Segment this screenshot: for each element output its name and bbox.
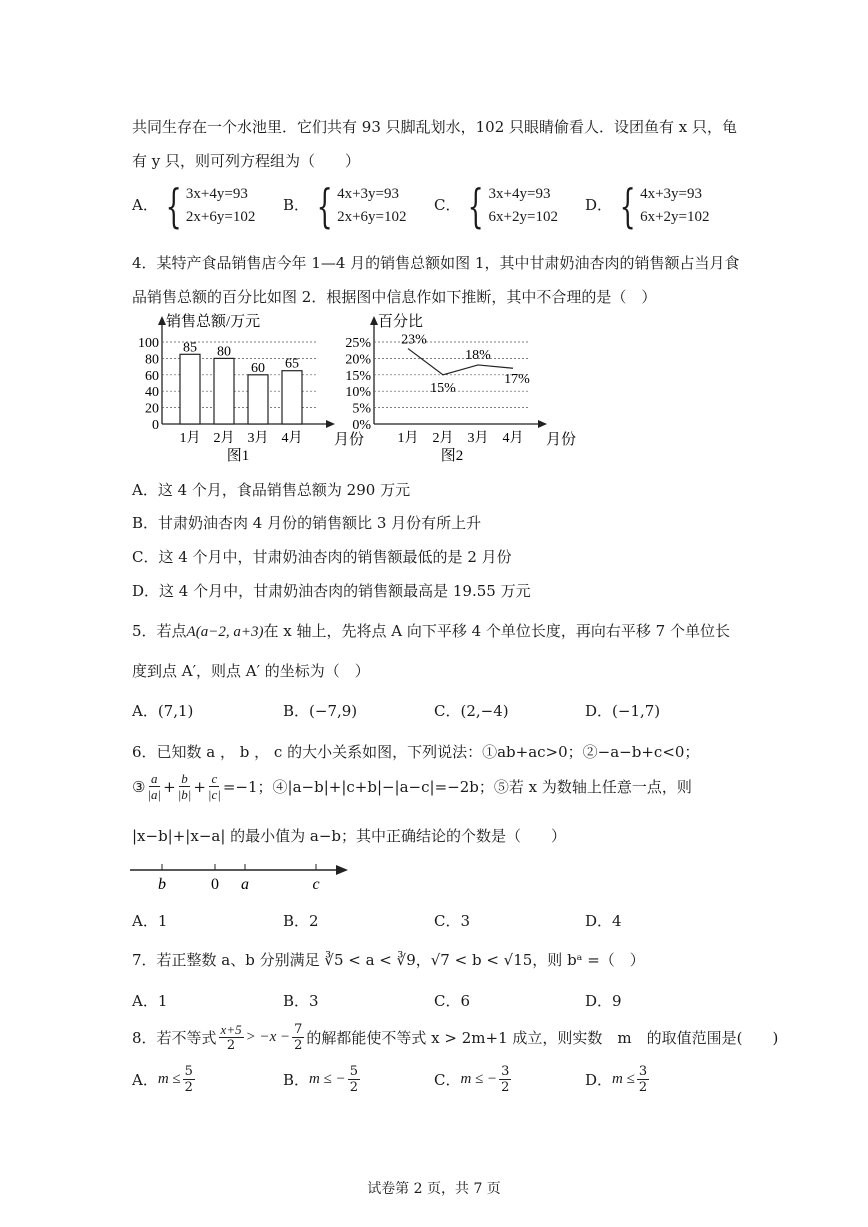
y-tick-label: 15% <box>345 368 371 384</box>
q3-option-b[interactable]: B． { 4x+3y=93 2x+6y=102 <box>283 179 407 233</box>
bar <box>180 354 200 424</box>
x-tick-label: 1月 <box>397 431 419 446</box>
y-tick-label: 10% <box>345 385 371 401</box>
data-label: 85 <box>183 340 197 356</box>
q6-line1: 6．已知数 a ， b ， c 的大小关系如图，下列说法：①ab+ac>0；②−a−b+c<0； <box>132 743 700 761</box>
q4-option-d[interactable]: D．这 4 个月中，甘肃奶油杏肉的销售额最高是 19.55 万元 <box>132 582 531 600</box>
q5-line1: 5．若点A(a−2, a+3)在 x 轴上，先将点 A 向下平移 4 个单位长度，再向右平移 7 个单位长 <box>132 622 730 640</box>
x-axis-arrow-icon <box>538 420 547 428</box>
q5-option-b[interactable]: B．(−7,9) <box>283 702 358 720</box>
page-footer: 试卷第 2 页，共 7 页 <box>367 1181 501 1197</box>
chart-title: 图2 <box>440 448 464 464</box>
y-axis-arrow-icon <box>158 316 166 325</box>
q5-option-c[interactable]: C．(2,−4) <box>434 702 509 720</box>
q8-frac1: $\frac{x+5}{2}$ <box>220 1022 242 1053</box>
x-tick-label: 2月 <box>213 431 235 446</box>
q4-option-a[interactable]: A．这 4 个月，食品销售总额为 290 万元 <box>132 481 411 499</box>
q8-option-b[interactable]: B． m ≤ − $\frac{5}{2}$ <box>283 1064 358 1095</box>
q5-point: A(a−2, a+3) <box>186 624 264 640</box>
q5-option-a[interactable]: A．(7,1) <box>132 702 194 720</box>
data-label: 80 <box>217 344 231 360</box>
q6-line2: ③ $\frac{a}{|a|}$ + $\frac{b}{|b|}$ + $\frac{c}{|c|}$ =−1；④|a−b|+|c+b|−|a−c|=−2b；⑤若 x 为数轴上任意一点，则 <box>132 771 692 802</box>
x-tick-label: 4月 <box>281 431 303 446</box>
q7-text: 7．若正整数 a、b 分别满足 ∛5 < a < ∛9，√7 < b < √15，则 bᵃ =（ ） <box>132 951 645 969</box>
x-tick-label: 4月 <box>502 431 524 446</box>
x-tick-label: 3月 <box>247 431 269 446</box>
y-tick-label: 0% <box>352 418 371 433</box>
data-label: 18% <box>465 347 491 363</box>
q8-option-c[interactable]: C． m ≤ − $\frac{3}{2}$ <box>434 1064 510 1095</box>
series-line <box>408 349 513 375</box>
q4-line2: 品销售总额的百分比如图 2．根据图中信息作如下推断，其中不合理的是（ ） <box>132 288 657 306</box>
q8-option-d[interactable]: D． m ≤ $\frac{3}{2}$ <box>585 1064 648 1095</box>
q3-option-c[interactable]: C． { 3x+4y=93 6x+2y=102 <box>434 179 558 233</box>
q5-line2: 度到点 A′，则点 A′ 的坐标为（ ） <box>132 662 370 680</box>
data-label: 60 <box>251 360 265 376</box>
q3-line2: 有 y 只，则可列方程组为（ ） <box>132 152 361 170</box>
number-line <box>128 858 358 894</box>
q6-option-d[interactable]: D．4 <box>585 912 622 930</box>
x-axis-label: 月份 <box>334 432 365 448</box>
q8-line: 8．若不等式 $\frac{x+5}{2}$ > −x − $\frac{7}{2}$ 的解都能使不等式 x > 2m+1 成立，则实数 m 的取值范围是( ) <box>132 1022 779 1053</box>
x-tick-label: 1月 <box>179 431 201 446</box>
q3-option-d[interactable]: D． { 4x+3y=93 6x+2y=102 <box>585 179 710 233</box>
numberline-label-c: c <box>312 876 320 893</box>
y-tick-label: 25% <box>345 336 371 351</box>
y-tick-label: 0 <box>152 418 159 433</box>
q6-option-c[interactable]: C．3 <box>434 912 471 930</box>
data-label: 23% <box>401 332 427 348</box>
arrow-right-icon <box>336 865 348 875</box>
q7-option-c[interactable]: C．6 <box>434 992 471 1010</box>
data-label: 15% <box>430 380 456 396</box>
y-tick-label: 5% <box>352 401 371 417</box>
q3-line1: 共同生存在一个水池里．它们共有 93 只脚乱划水，102 只眼睛偷看人．设团鱼有 x 只，龟 <box>132 118 738 136</box>
q7-option-a[interactable]: A．1 <box>132 992 168 1010</box>
q8-frac2: $\frac{7}{2}$ <box>294 1022 303 1053</box>
x-tick-label: 2月 <box>432 431 454 446</box>
x-axis-label: 月份 <box>546 432 577 448</box>
q4-line1: 4．某特产食品销售店今年 1—4 月的销售总额如图 1，其中甘肃奶油杏肉的销售额占当月食 <box>132 254 740 272</box>
frac-b-over-abs-b: $\frac{b}{|b|}$ <box>177 771 192 802</box>
data-label: 17% <box>504 372 530 388</box>
data-label: 65 <box>285 356 299 372</box>
y-axis-label: 销售总额/万元 <box>166 314 261 330</box>
x-axis-arrow-icon <box>326 420 335 428</box>
numberline-label-0: 0 <box>211 876 219 893</box>
q6-option-a[interactable]: A．1 <box>132 912 168 930</box>
frac-a-over-abs-a: $\frac{a}{|a|}$ <box>147 771 162 802</box>
y-axis-label: 百分比 <box>378 314 424 330</box>
x-tick-label: 3月 <box>467 431 489 446</box>
y-tick-label: 40 <box>145 385 159 401</box>
y-tick-label: 100 <box>138 336 159 351</box>
q6-option-b[interactable]: B．2 <box>283 912 319 930</box>
chart-title: 图1 <box>226 448 250 464</box>
y-tick-label: 80 <box>145 352 159 368</box>
q5-option-d[interactable]: D．(−1,7) <box>585 702 661 720</box>
bar <box>282 371 302 424</box>
numberline-label-b: b <box>158 876 166 893</box>
q3-option-a[interactable]: A． { 3x+4y=93 2x+6y=102 <box>132 179 256 233</box>
q7-option-b[interactable]: B．3 <box>283 992 319 1010</box>
q8-option-a[interactable]: A． m ≤ $\frac{5}{2}$ <box>132 1064 193 1095</box>
q7-option-d[interactable]: D．9 <box>585 992 622 1010</box>
y-tick-label: 60 <box>145 368 159 384</box>
frac-c-over-abs-c: $\frac{c}{|c|}$ <box>207 771 221 802</box>
bar <box>214 358 234 424</box>
figure2-line-chart <box>340 312 577 467</box>
q4-option-b[interactable]: B．甘肃奶油杏肉 4 月份的销售额比 3 月份有所上升 <box>132 514 482 532</box>
figure1-bar-chart <box>128 312 365 467</box>
numberline-label-a: a <box>241 876 249 893</box>
y-tick-label: 20% <box>345 352 371 368</box>
q6-line3: |x−b|+|x−a| 的最小值为 a−b；其中正确结论的个数是（ ） <box>132 827 567 845</box>
q4-option-c[interactable]: C．这 4 个月中，甘肃奶油杏肉的销售额最低的是 2 月份 <box>132 548 512 566</box>
y-tick-label: 20 <box>145 401 159 417</box>
bar <box>248 375 268 424</box>
y-axis-arrow-icon <box>370 316 378 325</box>
